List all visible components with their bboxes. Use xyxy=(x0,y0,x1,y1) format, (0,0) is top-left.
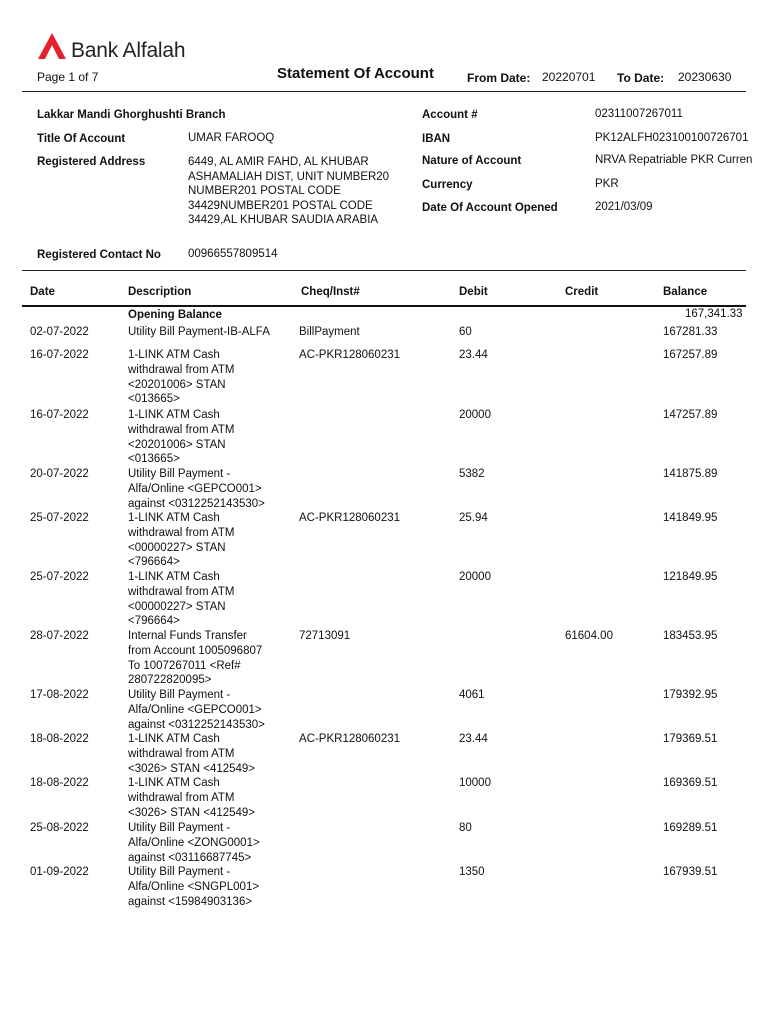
address-value: 6449, AL AMIR FAHD, AL KHUBAR ASHAMALIAH DIST, UNIT NUMBER20 NUMBER201 POSTAL CODE 34429NUMBER201 POSTAL CODE 34429,AL KHUBAR SAUDIA ARABIA xyxy=(188,156,390,226)
row-date: 18-08-2022 xyxy=(30,777,89,789)
opening-balance-value: 167,341.33 xyxy=(685,308,743,320)
row-description: Utility Bill Payment - Alfa/Online <GEPCO001> against <0312252143530> xyxy=(128,689,265,731)
row-description: 1-LINK ATM Cash withdrawal from ATM <20201006> STAN <013665> xyxy=(128,349,235,406)
page-title: Statement Of Account xyxy=(277,65,434,82)
row-balance: 167257.89 xyxy=(663,349,718,361)
row-debit: 23.44 xyxy=(459,733,488,745)
row-balance: 179369.51 xyxy=(663,733,718,745)
row-description: Internal Funds Transfer from Account 1005096807 To 1007267011 <Ref# 280722820095> xyxy=(128,630,263,687)
row-balance: 121849.95 xyxy=(663,571,718,583)
from-date-value: 20220701 xyxy=(542,70,596,84)
row-date: 18-08-2022 xyxy=(30,733,89,745)
row-date: 16-07-2022 xyxy=(30,349,89,361)
row-date: 16-07-2022 xyxy=(30,409,89,421)
account-number-value: 02311007267011 xyxy=(595,108,683,120)
row-credit: 61604.00 xyxy=(565,630,613,642)
from-date-label: From Date: xyxy=(467,71,531,85)
column-header-description: Description xyxy=(128,286,192,298)
column-header-debit: Debit xyxy=(459,286,488,298)
opened-date-label: Date Of Account Opened xyxy=(422,202,558,214)
row-balance: 141849.95 xyxy=(663,512,718,524)
row-debit: 10000 xyxy=(459,777,491,789)
row-description: 1-LINK ATM Cash withdrawal from ATM <20201006> STAN <013665> xyxy=(128,409,235,466)
column-header-balance: Balance xyxy=(663,286,708,298)
row-description: 1-LINK ATM Cash withdrawal from ATM <00000227> STAN <796664> xyxy=(128,571,235,628)
row-debit: 25.94 xyxy=(459,512,488,524)
row-cheq: AC-PKR128060231 xyxy=(299,349,401,361)
row-balance: 169289.51 xyxy=(663,822,718,834)
row-date: 17-08-2022 xyxy=(30,689,89,701)
row-cheq: BillPayment xyxy=(299,326,360,338)
to-date-value: 20230630 xyxy=(678,70,732,84)
row-balance: 169369.51 xyxy=(663,777,718,789)
row-balance: 167939.51 xyxy=(663,866,718,878)
row-balance: 183453.95 xyxy=(663,630,718,642)
column-header-cheq: Cheq/Inst# xyxy=(301,286,360,298)
row-date: 28-07-2022 xyxy=(30,630,89,642)
row-date: 25-07-2022 xyxy=(30,571,89,583)
branch-name: Lakkar Mandi Ghorghushti Branch xyxy=(37,109,226,121)
nature-value: NRVA Repatriable PKR Curren xyxy=(595,154,753,166)
column-header-date: Date xyxy=(30,286,55,298)
row-debit: 1350 xyxy=(459,866,485,878)
account-number-label: Account # xyxy=(422,109,478,121)
row-balance: 179392.95 xyxy=(663,689,718,701)
row-description: 1-LINK ATM Cash withdrawal from ATM <00000227> STAN <796664> xyxy=(128,512,235,569)
row-cheq: AC-PKR128060231 xyxy=(299,512,401,524)
row-debit: 60 xyxy=(459,326,472,338)
row-description: 1-LINK ATM Cash withdrawal from ATM <3026> STAN <412549> xyxy=(128,733,256,775)
page-number: Page 1 of 7 xyxy=(37,70,99,84)
row-debit: 20000 xyxy=(459,571,491,583)
details-divider xyxy=(22,270,746,271)
row-debit: 20000 xyxy=(459,409,491,421)
opened-date-value: 2021/03/09 xyxy=(595,201,653,213)
row-debit: 80 xyxy=(459,822,472,834)
row-date: 20-07-2022 xyxy=(30,468,89,480)
bank-alfalah-logo-icon xyxy=(37,31,69,63)
account-title-value: UMAR FAROOQ xyxy=(188,132,275,144)
row-description: 1-LINK ATM Cash withdrawal from ATM <3026> STAN <412549> xyxy=(128,777,256,819)
row-date: 25-08-2022 xyxy=(30,822,89,834)
row-debit: 4061 xyxy=(459,689,485,701)
row-description: Utility Bill Payment-IB-ALFA xyxy=(128,326,270,338)
row-cheq: AC-PKR128060231 xyxy=(299,733,401,745)
row-description: Utility Bill Payment - Alfa/Online <GEPCO001> against <0312252143530> xyxy=(128,468,265,510)
iban-value: PK12ALFH023100100726701 xyxy=(595,132,749,144)
header-divider xyxy=(22,91,746,92)
opening-balance-label: Opening Balance xyxy=(128,309,222,321)
row-description: Utility Bill Payment - Alfa/Online <SNGPL001> against <15984903136> xyxy=(128,866,260,908)
row-balance: 167281.33 xyxy=(663,326,718,338)
row-cheq: 72713091 xyxy=(299,630,351,642)
row-date: 01-09-2022 xyxy=(30,866,89,878)
currency-value: PKR xyxy=(595,178,619,190)
row-debit: 5382 xyxy=(459,468,485,480)
table-header-divider xyxy=(22,305,746,307)
row-date: 25-07-2022 xyxy=(30,512,89,524)
contact-value: 00966557809514 xyxy=(188,248,278,260)
row-description: Utility Bill Payment - Alfa/Online <ZONG0001> against <03116687745> xyxy=(128,822,260,864)
bank-name: Bank Alfalah xyxy=(71,39,186,62)
account-title-label: Title Of Account xyxy=(37,133,126,145)
row-debit: 23.44 xyxy=(459,349,488,361)
iban-label: IBAN xyxy=(422,133,451,145)
row-date: 02-07-2022 xyxy=(30,326,89,338)
row-balance: 147257.89 xyxy=(663,409,718,421)
contact-label: Registered Contact No xyxy=(37,249,161,261)
row-balance: 141875.89 xyxy=(663,468,718,480)
to-date-label: To Date: xyxy=(617,71,665,85)
currency-label: Currency xyxy=(422,179,473,191)
nature-label: Nature of Account xyxy=(422,155,522,167)
column-header-credit: Credit xyxy=(565,286,599,298)
address-label: Registered Address xyxy=(37,156,146,168)
